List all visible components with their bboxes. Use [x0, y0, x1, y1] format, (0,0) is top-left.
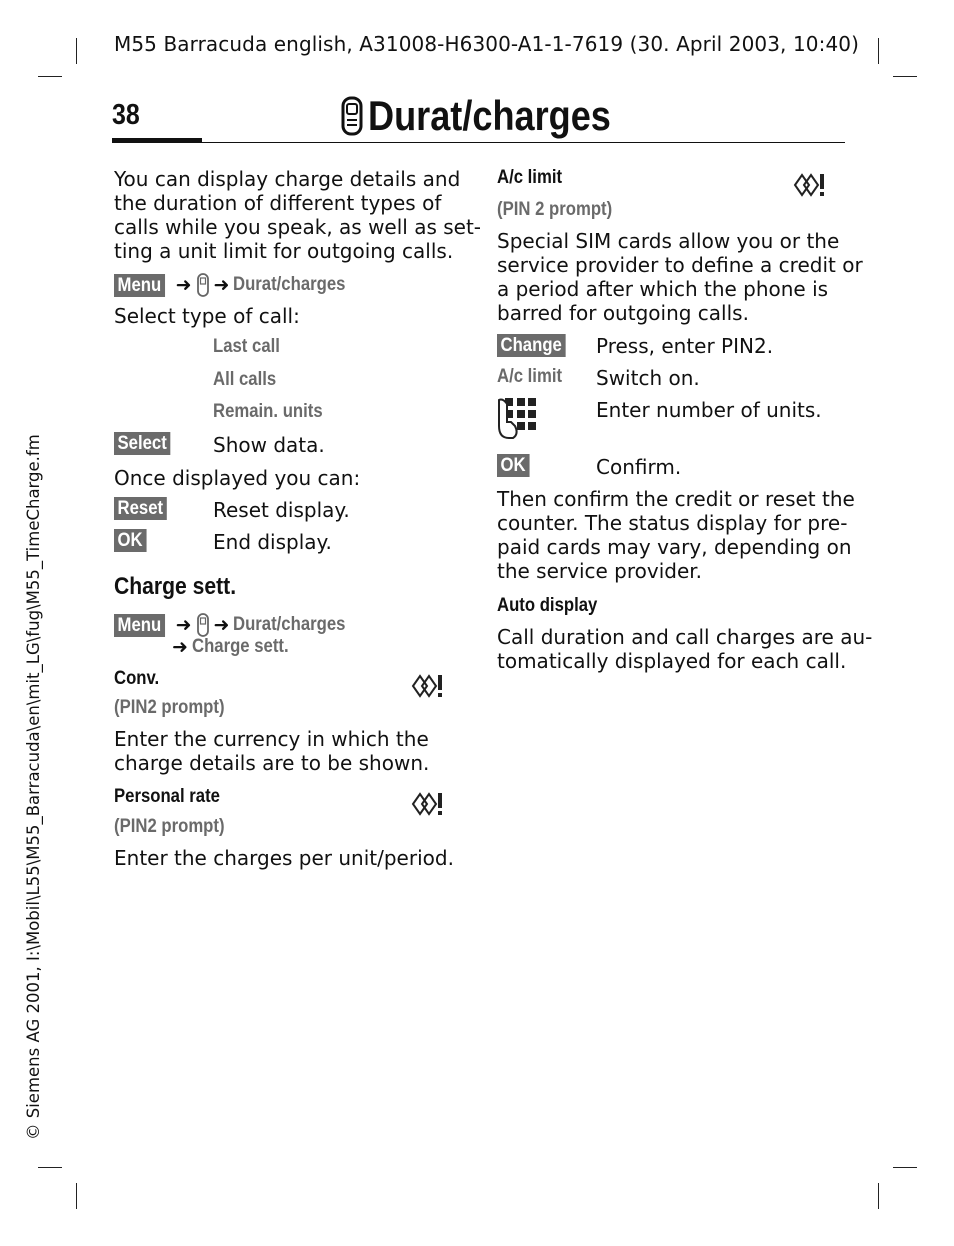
- sim-icon: [792, 171, 826, 203]
- charge-sett-heading: Charge sett.: [114, 573, 237, 600]
- intro-line: You can display charge details and: [114, 167, 461, 191]
- running-head: M55 Barracuda english, A31008-H6300-A1-1-7619 (30. April 2003, 10:40): [114, 32, 860, 56]
- change-row: [497, 334, 575, 357]
- phone-icon: [196, 273, 210, 297]
- once-text: Once displayed you can:: [114, 466, 361, 490]
- select-desc: Show data.: [213, 433, 325, 457]
- reset-desc: Reset display.: [213, 498, 350, 522]
- ok-softkey[interactable]: OK: [497, 454, 529, 477]
- conv-sub: (PIN2 prompt): [114, 697, 225, 718]
- confirm-line: the service provider.: [497, 559, 703, 583]
- sim-icon: [410, 672, 444, 704]
- conv-text: [114, 727, 429, 775]
- menu-softkey[interactable]: Menu: [114, 274, 165, 297]
- file-path: © Siemens AG 2001, I:\Mobil\L55\M55_Barracuda\en\mit_LG\fug\M55_TimeCharge.fm: [24, 434, 43, 1140]
- ac-line: service provider to define a credit or: [497, 253, 863, 277]
- ac-text: [497, 229, 863, 325]
- menu-path: [114, 273, 361, 297]
- change-softkey[interactable]: Change: [497, 334, 565, 357]
- arrow-icon: ➜: [213, 614, 230, 636]
- crop-mark: [893, 1167, 917, 1168]
- change-desc: Press, enter PIN2.: [596, 334, 774, 358]
- crop-mark: [893, 76, 917, 77]
- path-target: Durat/charges: [233, 614, 346, 635]
- ac-line: barred for outgoing calls.: [497, 301, 749, 325]
- option-remain-units[interactable]: Remain. units: [213, 401, 323, 422]
- crop-mark: [38, 76, 62, 77]
- confirm-line: counter. The status display for pre-: [497, 511, 848, 535]
- ac-limit-option[interactable]: A/c limit: [497, 366, 563, 387]
- page-number: 38: [112, 99, 140, 131]
- conv-line: Enter the currency in which the: [114, 727, 429, 751]
- path-sub-target: Charge sett.: [191, 636, 289, 657]
- ok-row: [114, 529, 151, 552]
- ok-softkey[interactable]: OK: [114, 529, 146, 552]
- reset-row: [114, 497, 174, 520]
- auto-line: tomatically displayed for each call.: [497, 649, 847, 673]
- arrow-icon: ➜: [175, 614, 192, 636]
- page-title-text: Durat/charges: [368, 92, 611, 139]
- conv-heading: Conv.: [114, 668, 160, 689]
- auto-line: Call duration and call charges are au-: [497, 625, 873, 649]
- arrow-icon: ➜: [213, 274, 230, 296]
- menu-path-2: [114, 613, 361, 637]
- select-row: [114, 432, 178, 455]
- crop-mark: [76, 38, 77, 64]
- option-last-call[interactable]: Last call: [213, 336, 280, 357]
- phone-icon: [340, 96, 364, 136]
- auto-display-heading: Auto display: [497, 595, 598, 616]
- crop-mark: [878, 1183, 879, 1209]
- ok-row-right: [497, 454, 534, 477]
- ac-line: a period after which the phone is: [497, 277, 829, 301]
- ac-line: Special SIM cards allow you or the: [497, 229, 840, 253]
- page-title: [340, 92, 650, 140]
- phone-icon: [196, 613, 210, 637]
- ac-limit-desc: Switch on.: [596, 366, 700, 390]
- intro-line: ting a unit limit for outgoing calls.: [114, 239, 454, 263]
- crop-mark: [76, 1183, 77, 1209]
- rate-heading: Personal rate: [114, 786, 220, 807]
- intro-line: calls while you speak, as well as set-: [114, 215, 482, 239]
- reset-softkey[interactable]: Reset: [114, 497, 167, 520]
- title-rule: [112, 142, 845, 143]
- ac-heading: A/c limit: [497, 167, 563, 188]
- confirm-line: paid cards may vary, depending on: [497, 535, 852, 559]
- arrow-icon: ➜: [175, 274, 192, 296]
- arrow-icon: ➜: [172, 636, 188, 658]
- crop-mark: [38, 1167, 62, 1168]
- rate-text: Enter the charges per unit/period.: [114, 846, 454, 870]
- ok-desc-right: Confirm.: [596, 455, 682, 479]
- crop-mark: [878, 38, 879, 64]
- menu-path-2-sub: [172, 636, 302, 658]
- ok-desc: End display.: [213, 530, 332, 554]
- path-target: Durat/charges: [233, 274, 346, 295]
- select-prompt: Select type of call:: [114, 304, 300, 328]
- option-all-calls[interactable]: All calls: [213, 369, 277, 390]
- select-softkey[interactable]: Select: [114, 432, 170, 455]
- keypad-desc: Enter number of units.: [596, 398, 822, 422]
- sim-icon: [410, 790, 444, 822]
- intro-line: the duration of different types of: [114, 191, 442, 215]
- intro-paragraph: [114, 167, 481, 263]
- conv-line: charge details are to be shown.: [114, 751, 430, 775]
- auto-display-text: [497, 625, 872, 673]
- confirm-text: [497, 487, 855, 583]
- keypad-icon: [495, 396, 539, 446]
- confirm-line: Then confirm the credit or reset the: [497, 487, 855, 511]
- ac-sub: (PIN 2 prompt): [497, 199, 613, 220]
- menu-softkey[interactable]: Menu: [114, 614, 165, 637]
- rate-sub: (PIN2 prompt): [114, 816, 225, 837]
